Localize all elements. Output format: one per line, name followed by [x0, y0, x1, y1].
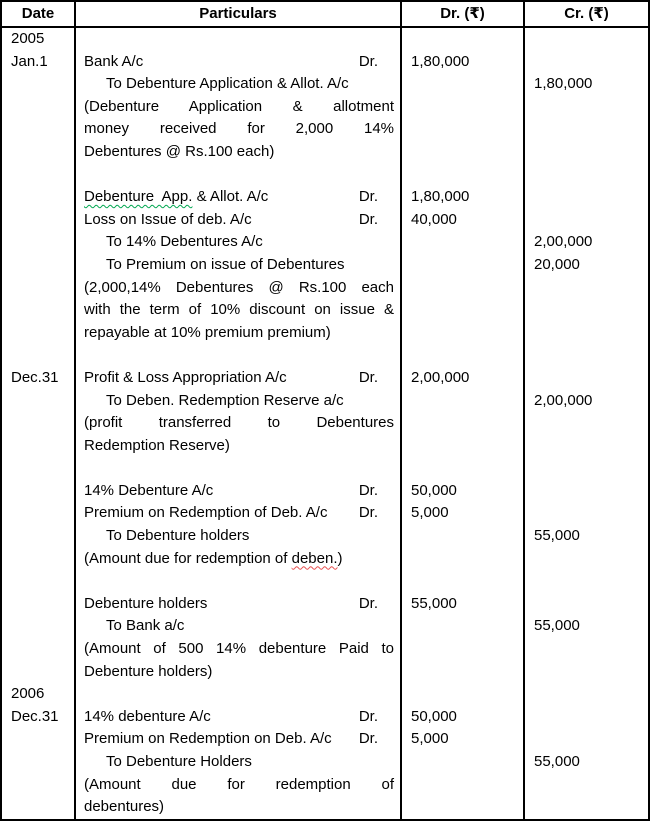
- particulars-cell: [76, 728, 402, 751]
- credit-amount-cell: [525, 344, 648, 367]
- particulars-text: [84, 776, 394, 793]
- text-segment: repayable at 10% premium premium): [84, 323, 331, 341]
- debit-amount-cell: [402, 457, 525, 480]
- particulars-text: [106, 527, 249, 544]
- text-segment: 14% Debenture A/c: [84, 481, 214, 499]
- date-cell: [2, 593, 76, 616]
- journal-row: [2, 96, 648, 119]
- particulars-cell: [76, 796, 402, 819]
- debit-amount-cell: [402, 390, 525, 413]
- particulars-text: [84, 51, 143, 74]
- debit-amount-cell: 2,00,000: [402, 367, 525, 390]
- credit-amount-cell: [525, 299, 648, 322]
- journal-row: [2, 186, 648, 209]
- credit-amount-cell: [525, 435, 648, 458]
- text-segment: with the term of 10% discount on issue &: [84, 301, 394, 319]
- particulars-text: [84, 798, 164, 815]
- journal-row: [2, 435, 648, 458]
- credit-amount-cell: [525, 661, 648, 684]
- particulars-cell: [76, 570, 402, 593]
- particulars-text: [84, 98, 394, 115]
- text-segment: To Premium on issue of Debentures: [106, 255, 345, 273]
- date-cell: [2, 186, 76, 209]
- text-segment: To Debenture holders: [106, 527, 250, 545]
- debit-amount-cell: [402, 548, 525, 571]
- credit-amount-cell: 20,000: [534, 255, 580, 273]
- text-segment: Profit & Loss Appropriation A/c: [84, 368, 287, 386]
- credit-amount-cell: 2,00,000: [534, 391, 593, 409]
- date-cell: [2, 638, 76, 661]
- date-cell: [2, 118, 76, 141]
- particulars-text: [106, 753, 252, 770]
- credit-amount-cell: [525, 277, 648, 300]
- particulars-text: [84, 663, 212, 680]
- text-segment: (Amount of 500 14% debenture Paid to: [84, 640, 394, 658]
- date-cell: [2, 480, 76, 503]
- credit-amount-cell: [525, 706, 648, 729]
- dr-label: Dr.: [358, 210, 378, 228]
- credit-amount-cell: [525, 457, 648, 480]
- dr-label: Dr.: [358, 52, 378, 70]
- particulars-text: [84, 706, 211, 729]
- debit-amount-cell: 40,000: [402, 209, 525, 232]
- debit-amount-cell: [402, 141, 525, 164]
- text-segment: To Bank a/c: [106, 617, 185, 635]
- date-cell: [2, 502, 76, 525]
- debit-amount-cell: [402, 435, 525, 458]
- date-cell: [2, 728, 76, 751]
- particulars-cell: [76, 28, 402, 51]
- debit-amount-cell: [402, 638, 525, 661]
- credit-amount-cell: [525, 796, 648, 819]
- journal-row: [2, 73, 648, 96]
- credit-amount-cell: [525, 480, 648, 503]
- debit-amount-cell: 50,000: [402, 706, 525, 729]
- journal-row: [2, 706, 648, 729]
- particulars-text: [84, 367, 287, 390]
- text-segment: (Debenture Application & allotment: [84, 97, 394, 115]
- journal-row: [2, 638, 648, 661]
- debit-amount-cell: [402, 570, 525, 593]
- journal-row: [2, 344, 648, 367]
- text-segment: Debenture holders: [84, 594, 208, 612]
- journal-row: [2, 615, 648, 638]
- debit-amount-cell: [402, 751, 525, 774]
- journal-row: [2, 774, 648, 797]
- spellcheck-green-underlined-text: Debenture App.: [84, 188, 193, 206]
- particulars-text: [84, 593, 207, 616]
- particulars-cell: [76, 73, 402, 96]
- particulars-text: [84, 502, 327, 525]
- text-segment: (Amount due for redemption of: [84, 549, 292, 567]
- journal-row: [2, 164, 648, 187]
- date-cell: [2, 751, 76, 774]
- date-cell: [2, 525, 76, 548]
- table-header-row: [2, 2, 648, 28]
- dr-label: Dr.: [358, 504, 378, 522]
- journal-row: [2, 593, 648, 616]
- debit-amount-cell: [402, 683, 525, 706]
- particulars-cell: [76, 299, 402, 322]
- text-segment: To Deben. Redemption Reserve a/c: [106, 391, 344, 409]
- particulars-text: [106, 233, 263, 250]
- credit-amount-cell: [525, 412, 648, 435]
- date-cell: [2, 96, 76, 119]
- date-cell: [2, 774, 76, 797]
- particulars-cell: [76, 186, 402, 209]
- header-credit: Cr. (₹): [564, 5, 609, 22]
- text-segment: (Amount due for redemption of: [84, 775, 394, 793]
- particulars-text: [106, 256, 344, 273]
- debit-amount-cell: [402, 254, 525, 277]
- particulars-cell: [76, 390, 402, 413]
- journal-row: [2, 141, 648, 164]
- credit-amount-cell: [525, 367, 648, 390]
- date-cell: 2005: [2, 28, 76, 51]
- particulars-cell: [76, 51, 402, 74]
- particulars-cell: [76, 548, 402, 571]
- text-segment: Debentures @ Rs.100 each): [84, 142, 275, 160]
- table-body: [2, 28, 648, 819]
- date-cell: [2, 164, 76, 187]
- date-cell: [2, 141, 76, 164]
- date-cell: [2, 344, 76, 367]
- debit-amount-cell: [402, 774, 525, 797]
- particulars-text: [84, 143, 274, 160]
- journal-row: [2, 457, 648, 480]
- particulars-cell: [76, 209, 402, 232]
- credit-amount-cell: [525, 28, 648, 51]
- text-segment: Debenture holders): [84, 662, 213, 680]
- text-segment: Premium on Redemption of Deb. A/c: [84, 504, 328, 522]
- journal-row: [2, 525, 648, 548]
- credit-amount-cell: [525, 96, 648, 119]
- credit-amount-cell: [525, 209, 648, 232]
- journal-row: [2, 796, 648, 819]
- date-cell: [2, 570, 76, 593]
- credit-amount-cell: [525, 164, 648, 187]
- date-cell: [2, 209, 76, 232]
- particulars-cell: [76, 683, 402, 706]
- particulars-cell: [76, 502, 402, 525]
- header-particulars: Particulars: [76, 2, 402, 26]
- credit-amount-cell: 1,80,000: [534, 75, 593, 93]
- debit-amount-cell: [402, 412, 525, 435]
- credit-amount-cell: [525, 118, 648, 141]
- particulars-cell: [76, 118, 402, 141]
- journal-row: [2, 548, 648, 571]
- credit-amount-cell: [525, 683, 648, 706]
- particulars-cell: [76, 457, 402, 480]
- debit-amount-cell: [402, 164, 525, 187]
- text-segment: Bank A/c: [84, 52, 144, 70]
- journal-row: [2, 751, 648, 774]
- debit-amount-cell: 1,80,000: [402, 186, 525, 209]
- dr-label: Dr.: [358, 368, 378, 386]
- text-segment: (2,000,14% Debentures @ Rs.100 each: [84, 278, 394, 296]
- particulars-text: [84, 640, 394, 657]
- journal-row: [2, 661, 648, 684]
- text-segment: 14% debenture A/c: [84, 707, 211, 725]
- credit-amount-cell: [525, 141, 648, 164]
- particulars-cell: [76, 435, 402, 458]
- particulars-text: [84, 186, 268, 209]
- text-segment: To Debenture Application & Allot. A/c: [106, 75, 349, 93]
- journal-row: [2, 277, 648, 300]
- particulars-cell: [76, 638, 402, 661]
- particulars-cell: [76, 706, 402, 729]
- debit-amount-cell: 1,80,000: [402, 51, 525, 74]
- journal-row: [2, 502, 648, 525]
- particulars-text: [84, 209, 252, 232]
- particulars-text: [84, 279, 394, 296]
- particulars-text: [106, 617, 184, 634]
- text-segment: Loss on Issue of deb. A/c: [84, 210, 252, 228]
- particulars-cell: [76, 231, 402, 254]
- text-segment: money received for 2,000 14%: [84, 120, 394, 138]
- date-cell: [2, 548, 76, 571]
- debit-amount-cell: [402, 299, 525, 322]
- dr-label: Dr.: [358, 707, 378, 725]
- debit-amount-cell: [402, 525, 525, 548]
- dr-label: Dr.: [358, 594, 378, 612]
- journal-row: [2, 254, 648, 277]
- particulars-cell: [76, 615, 402, 638]
- date-cell: [2, 615, 76, 638]
- particulars-cell: [76, 412, 402, 435]
- particulars-cell: [76, 254, 402, 277]
- debit-amount-cell: [402, 322, 525, 345]
- credit-amount-cell: [525, 548, 648, 571]
- journal-row: [2, 118, 648, 141]
- credit-amount-cell: [525, 322, 648, 345]
- date-cell: [2, 457, 76, 480]
- date-cell: [2, 796, 76, 819]
- particulars-text: [84, 480, 213, 503]
- particulars-text: [84, 550, 343, 567]
- debit-amount-cell: 5,000: [402, 728, 525, 751]
- text-segment: & Allot. A/c: [192, 188, 269, 206]
- date-cell: [2, 299, 76, 322]
- particulars-cell: [76, 525, 402, 548]
- debit-amount-cell: 55,000: [402, 593, 525, 616]
- debit-amount-cell: [402, 796, 525, 819]
- particulars-text: [84, 414, 394, 431]
- particulars-text: [106, 392, 344, 409]
- credit-amount-cell: 55,000: [534, 527, 580, 545]
- particulars-text: [84, 120, 394, 137]
- date-cell: [2, 661, 76, 684]
- spellcheck-red-underlined-text: deben.: [291, 549, 338, 567]
- journal-row: [2, 51, 648, 74]
- debit-amount-cell: [402, 73, 525, 96]
- date-cell: [2, 254, 76, 277]
- date-cell: [2, 73, 76, 96]
- credit-amount-cell: 55,000: [534, 753, 580, 770]
- date-cell: [2, 412, 76, 435]
- journal-row: [2, 683, 648, 706]
- particulars-cell: [76, 661, 402, 684]
- dr-label: Dr.: [358, 730, 378, 748]
- particulars-text: [84, 437, 230, 454]
- journal-row: [2, 28, 648, 51]
- particulars-text: [84, 324, 331, 341]
- credit-amount-cell: [525, 728, 648, 751]
- journal-row: [2, 209, 648, 232]
- date-cell: Dec.31: [2, 367, 76, 390]
- text-segment: To 14% Debentures A/c: [106, 233, 263, 251]
- credit-amount-cell: 55,000: [534, 617, 580, 635]
- debit-amount-cell: [402, 615, 525, 638]
- debit-amount-cell: [402, 96, 525, 119]
- particulars-cell: [76, 593, 402, 616]
- text-segment: debentures): [84, 798, 165, 816]
- journal-row: [2, 480, 648, 503]
- date-cell: [2, 277, 76, 300]
- date-cell: [2, 435, 76, 458]
- credit-amount-cell: [525, 638, 648, 661]
- journal-row: [2, 231, 648, 254]
- credit-amount-cell: [525, 593, 648, 616]
- particulars-cell: [76, 344, 402, 367]
- credit-amount-cell: [525, 502, 648, 525]
- particulars-cell: [76, 96, 402, 119]
- journal-row: [2, 390, 648, 413]
- debit-amount-cell: [402, 231, 525, 254]
- text-segment: ): [337, 549, 343, 567]
- particulars-text: [106, 75, 349, 92]
- header-debit: Dr. (₹): [402, 2, 525, 26]
- particulars-cell: [76, 774, 402, 797]
- particulars-cell: [76, 141, 402, 164]
- credit-amount-cell: [525, 51, 648, 74]
- particulars-cell: [76, 277, 402, 300]
- text-segment: Premium on Redemption on Deb. A/c: [84, 730, 332, 748]
- text-segment: To Debenture Holders: [106, 753, 252, 770]
- dr-label: Dr.: [358, 481, 378, 499]
- credit-amount-cell: [525, 570, 648, 593]
- journal-row: [2, 367, 648, 390]
- debit-amount-cell: 5,000: [402, 502, 525, 525]
- debit-amount-cell: [402, 28, 525, 51]
- credit-amount-cell: [525, 186, 648, 209]
- particulars-cell: [76, 164, 402, 187]
- journal-row: [2, 322, 648, 345]
- particulars-cell: [76, 367, 402, 390]
- debit-amount-cell: [402, 277, 525, 300]
- header-date: Date: [2, 2, 76, 26]
- date-cell: 2006: [2, 683, 76, 706]
- journal-row: [2, 412, 648, 435]
- journal-row: [2, 570, 648, 593]
- credit-amount-cell: [525, 774, 648, 797]
- debit-amount-cell: 50,000: [402, 480, 525, 503]
- particulars-cell: [76, 322, 402, 345]
- date-cell: Jan.1: [2, 51, 76, 74]
- journal-row: [2, 299, 648, 322]
- particulars-text: [84, 728, 332, 751]
- particulars-cell: [76, 751, 402, 774]
- date-cell: Dec.31: [2, 706, 76, 729]
- particulars-cell: [76, 480, 402, 503]
- text-segment: (profit transferred to Debentures: [84, 414, 394, 432]
- dr-label: Dr.: [358, 188, 378, 206]
- debit-amount-cell: [402, 118, 525, 141]
- debit-amount-cell: [402, 661, 525, 684]
- credit-amount-cell: 2,00,000: [534, 233, 593, 251]
- debit-amount-cell: [402, 344, 525, 367]
- date-cell: [2, 322, 76, 345]
- text-segment: Redemption Reserve): [84, 436, 230, 454]
- particulars-text: [84, 301, 394, 318]
- date-cell: [2, 231, 76, 254]
- journal-row: [2, 728, 648, 751]
- date-cell: [2, 390, 76, 413]
